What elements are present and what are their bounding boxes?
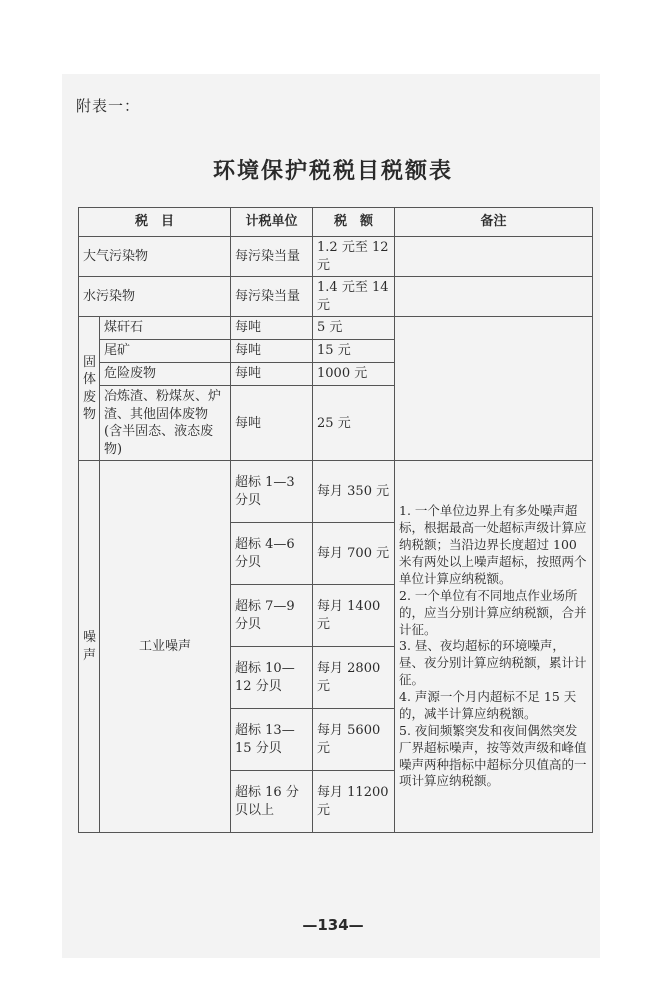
item-solid: 危险废物 bbox=[100, 363, 231, 386]
unit-air: 每污染当量 bbox=[231, 237, 313, 277]
note-item: 3. 昼、夜均超标的环境噪声，昼、夜分别计算应纳税额，累计计征。 bbox=[399, 638, 587, 688]
amount-noise: 每月 700 元 bbox=[313, 523, 395, 585]
amount-air: 1.2 元至 12 元 bbox=[313, 237, 395, 277]
page-number: —134— bbox=[302, 916, 364, 934]
notes-air bbox=[395, 237, 593, 277]
unit-water: 每污染当量 bbox=[231, 277, 313, 317]
unit-solid: 每吨 bbox=[231, 386, 313, 461]
amount-noise: 每月 1400 元 bbox=[313, 585, 395, 647]
unit-noise: 超标 13—15 分贝 bbox=[231, 709, 313, 771]
header-amount: 税 额 bbox=[313, 208, 395, 237]
note-item: 1. 一个单位边界上有多处噪声超标，根据最高一处超标声级计算应纳税额；当沿边界长度超过 100 米有两处以上噪声超标，按照两个单位计算应纳税额。 bbox=[399, 503, 587, 586]
amount-solid: 15 元 bbox=[313, 340, 395, 363]
header-notes: 备注 bbox=[395, 208, 593, 237]
item-solid: 冶炼渣、粉煤灰、炉渣、其他固体废物(含半固态、液态废物) bbox=[100, 386, 231, 461]
header-item: 税 目 bbox=[79, 208, 231, 237]
item-air: 大气污染物 bbox=[79, 237, 231, 277]
item-solid: 尾矿 bbox=[100, 340, 231, 363]
unit-noise: 超标 1—3 分贝 bbox=[231, 461, 313, 523]
notes-water bbox=[395, 277, 593, 317]
unit-solid: 每吨 bbox=[231, 363, 313, 386]
amount-noise: 每月 5600 元 bbox=[313, 709, 395, 771]
note-item: 5. 夜间频繁突发和夜间偶然突发厂界超标噪声，按等效声级和峰值噪声两种指标中超标分贝值高的一项计算应纳税额。 bbox=[399, 722, 587, 789]
table-row-noise bbox=[79, 461, 593, 523]
note-item: 4. 声源一个月内超标不足 15 天的，减半计算应纳税额。 bbox=[399, 689, 577, 721]
header-unit: 计税单位 bbox=[231, 208, 313, 237]
unit-noise: 超标 16 分贝以上 bbox=[231, 771, 313, 833]
category-solid-waste-label: 固 体 废 物 bbox=[83, 354, 97, 423]
table-row-water bbox=[79, 277, 593, 317]
amount-noise: 每月 11200 元 bbox=[313, 771, 395, 833]
table-header-row bbox=[79, 208, 593, 237]
item-solid: 煤矸石 bbox=[100, 317, 231, 340]
item-industrial-noise: 工业噪声 bbox=[100, 461, 231, 833]
unit-solid: 每吨 bbox=[231, 340, 313, 363]
category-solid-waste bbox=[79, 317, 100, 461]
notes-solid bbox=[395, 317, 593, 461]
unit-solid: 每吨 bbox=[231, 317, 313, 340]
category-noise-label: 噪 声 bbox=[83, 630, 97, 663]
table-row-solid bbox=[79, 317, 593, 340]
unit-noise: 超标 10—12 分贝 bbox=[231, 647, 313, 709]
amount-water: 1.4 元至 14 元 bbox=[313, 277, 395, 317]
notes-noise bbox=[395, 461, 593, 833]
amount-noise: 每月 2800 元 bbox=[313, 647, 395, 709]
table-row-air bbox=[79, 237, 593, 277]
amount-solid: 5 元 bbox=[313, 317, 395, 340]
category-noise bbox=[79, 461, 100, 833]
unit-noise: 超标 4—6 分贝 bbox=[231, 523, 313, 585]
amount-noise: 每月 350 元 bbox=[313, 461, 395, 523]
amount-solid: 25 元 bbox=[313, 386, 395, 461]
unit-noise: 超标 7—9 分贝 bbox=[231, 585, 313, 647]
document-title: 环境保护税税目税额表 bbox=[212, 158, 453, 184]
item-water: 水污染物 bbox=[79, 277, 231, 317]
appendix-label: 附表一： bbox=[76, 97, 141, 115]
amount-solid: 1000 元 bbox=[313, 363, 395, 386]
note-item: 2. 一个单位有不同地点作业场所的，应当分别计算应纳税额，合并计征。 bbox=[399, 587, 587, 637]
tax-rate-table bbox=[78, 207, 593, 833]
